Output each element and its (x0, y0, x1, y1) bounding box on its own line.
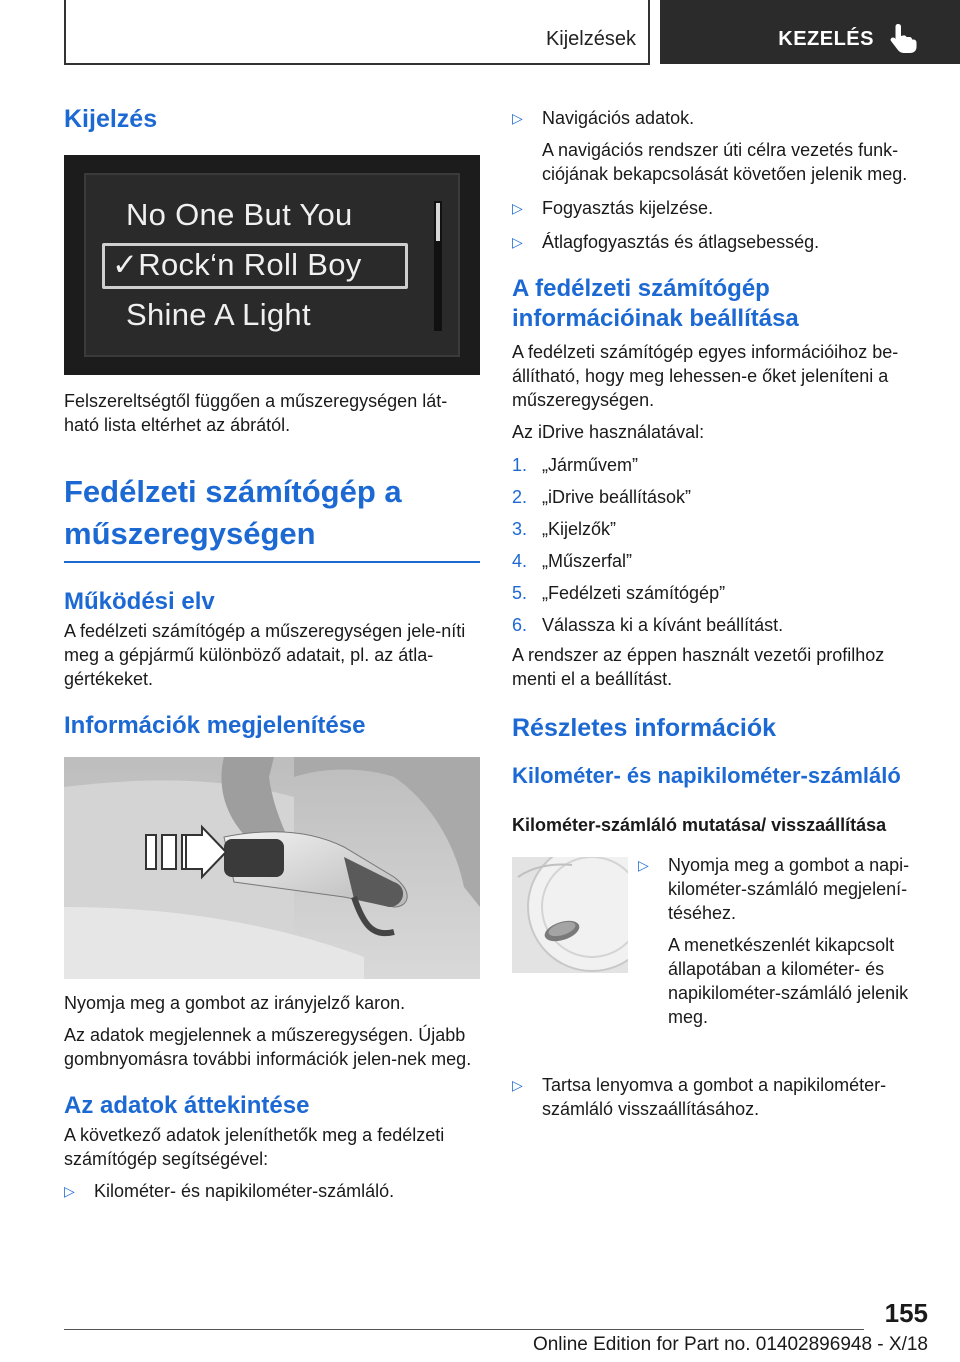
triangle-bullet-icon: ▷ (512, 110, 523, 126)
bullet-odometer (64, 1179, 480, 1203)
bullet-average (512, 230, 928, 254)
step-number: 4. (512, 551, 528, 571)
step-item (512, 581, 928, 605)
paragraph-data-shown: Az adatok megjelennek a műszeregységen. Újabb gombnyomásra további információk jelen-nek meg. (64, 1025, 472, 1069)
heading-principle: Működési elv (64, 588, 215, 615)
paragraph-press-button: Nyomja meg a gombot az irányjelző karon. (64, 993, 406, 1013)
step-text: „Járművem” (542, 455, 639, 475)
paragraph-settings: A fedélzeti számítógép egyes információihoz be-állítható, hogy meg lehessen-e őket jeleníteni a műszeregységen. (512, 342, 899, 410)
step-text: „Fedélzeti számítógép” (542, 583, 726, 603)
display-list-figure (64, 155, 480, 375)
display-scroll-thumb (436, 203, 440, 241)
bullet-consumption (512, 196, 928, 220)
step-text: „iDrive beállítások” (542, 487, 692, 507)
paragraph-profile: A rendszer az éppen használt vezetői profilhoz menti el a beállítást. (512, 645, 885, 689)
bullet-hold-reset (512, 1073, 928, 1121)
right-column (512, 106, 928, 1121)
heading-display: Kijelzés (64, 105, 158, 133)
header-chapter-label: KEZELÉS (778, 28, 874, 50)
pointing-hand-icon (888, 22, 918, 54)
heading-odometer: Kilométer- és napikilométer-számláló (512, 763, 901, 788)
step-number: 2. (512, 487, 528, 507)
header-chapter-tab (660, 0, 960, 64)
caption-display: Felszereltségtől függően a műszeregységen lát-ható lista eltérhet az ábrától. (64, 391, 448, 435)
heading-details: Részletes információk (512, 714, 776, 742)
odometer-block (512, 853, 928, 1071)
heading-info: Információk megjelenítése (64, 712, 366, 739)
paragraph-principle: A fedélzeti számítógép a műszeregységen jele-níti meg a gépjármű különböző adatait, pl. az átla-gértékeket. (64, 621, 466, 689)
step-item (512, 613, 928, 637)
chapter-title: Fedélzeti számítógép a műszeregységen (64, 471, 480, 563)
bullet-average-text: Átlagfogyasztás és átlagsebesség. (542, 232, 820, 252)
bullet-press-trip (638, 853, 928, 925)
page-number: 155 (884, 1298, 928, 1328)
triangle-bullet-icon: ▷ (512, 234, 523, 250)
bullet-hold-reset-text: Tartsa lenyomva a gombot a napikilométer-számláló visszaállításához. (542, 1075, 887, 1119)
footer-rule (64, 1329, 864, 1330)
step-item (512, 453, 928, 477)
heading-odometer-show: Kilométer-számláló mutatása/ visszaállítása (512, 815, 887, 835)
header-rule-left (64, 0, 66, 64)
display-line-2: ✓Rock‘n Roll Boy (112, 247, 362, 282)
heading-overview: Az adatok áttekintése (64, 1092, 310, 1119)
paragraph-press-sub: A menetkészenlét kikapcsolt állapotában a kilométer- és napikilométer-számláló jelenik meg. (668, 935, 909, 1027)
step-item (512, 485, 928, 509)
step-number: 3. (512, 519, 528, 539)
speedometer-button-illustration (512, 857, 628, 973)
step-number: 1. (512, 455, 528, 475)
display-line-3: Shine A Light (126, 297, 311, 332)
footer-edition: Online Edition for Part no. 01402896948 - X/18 (532, 1334, 928, 1355)
odometer-instructions (638, 853, 928, 1029)
header-rule-right (648, 0, 650, 64)
step-text: Válassza ki a kívánt beállítást. (542, 615, 784, 635)
triangle-bullet-icon: ▷ (64, 1183, 75, 1199)
display-line-1: No One But You (126, 197, 353, 232)
triangle-bullet-icon: ▷ (512, 200, 523, 216)
step-item (512, 517, 928, 541)
step-text: „Kijelzők” (542, 519, 617, 539)
bullet-press-trip-text: Nyomja meg a gombot a napi-kilométer-számláló megjelení-téséhez. (668, 855, 910, 923)
bullet-navigation-text: Navigációs adatok. (542, 108, 695, 128)
indicator-stalk-illustration (64, 757, 480, 979)
header-section-title: Kijelzések (545, 28, 636, 50)
step-item (512, 549, 928, 573)
speedometer-figure (512, 857, 628, 973)
heading-settings: A fedélzeti számítógép információinak beállítása (512, 275, 799, 332)
paragraph-idrive: Az iDrive használatával: (512, 422, 705, 442)
step-number: 6. (512, 615, 528, 635)
paragraph-navigation-sub: A navigációs rendszer úti célra vezetés funk-ciójának bekapcsolását követően jelenik meg. (542, 140, 908, 184)
indicator-stalk-figure (64, 757, 480, 979)
left-column (64, 96, 480, 1203)
step-text: „Műszerfal” (542, 551, 633, 571)
bullet-consumption-text: Fogyasztás kijelzése. (542, 198, 714, 218)
header-rule-bottom (64, 63, 650, 65)
triangle-bullet-icon: ▷ (512, 1077, 523, 1093)
bullet-odometer-text: Kilométer- és napikilométer-számláló. (94, 1181, 395, 1201)
bullet-navigation (512, 106, 928, 130)
paragraph-overview: A következő adatok jeleníthetők meg a fedélzeti számítógép segítségével: (64, 1125, 445, 1169)
triangle-bullet-icon: ▷ (638, 857, 649, 873)
settings-steps-list (512, 453, 928, 637)
step-number: 5. (512, 583, 528, 603)
